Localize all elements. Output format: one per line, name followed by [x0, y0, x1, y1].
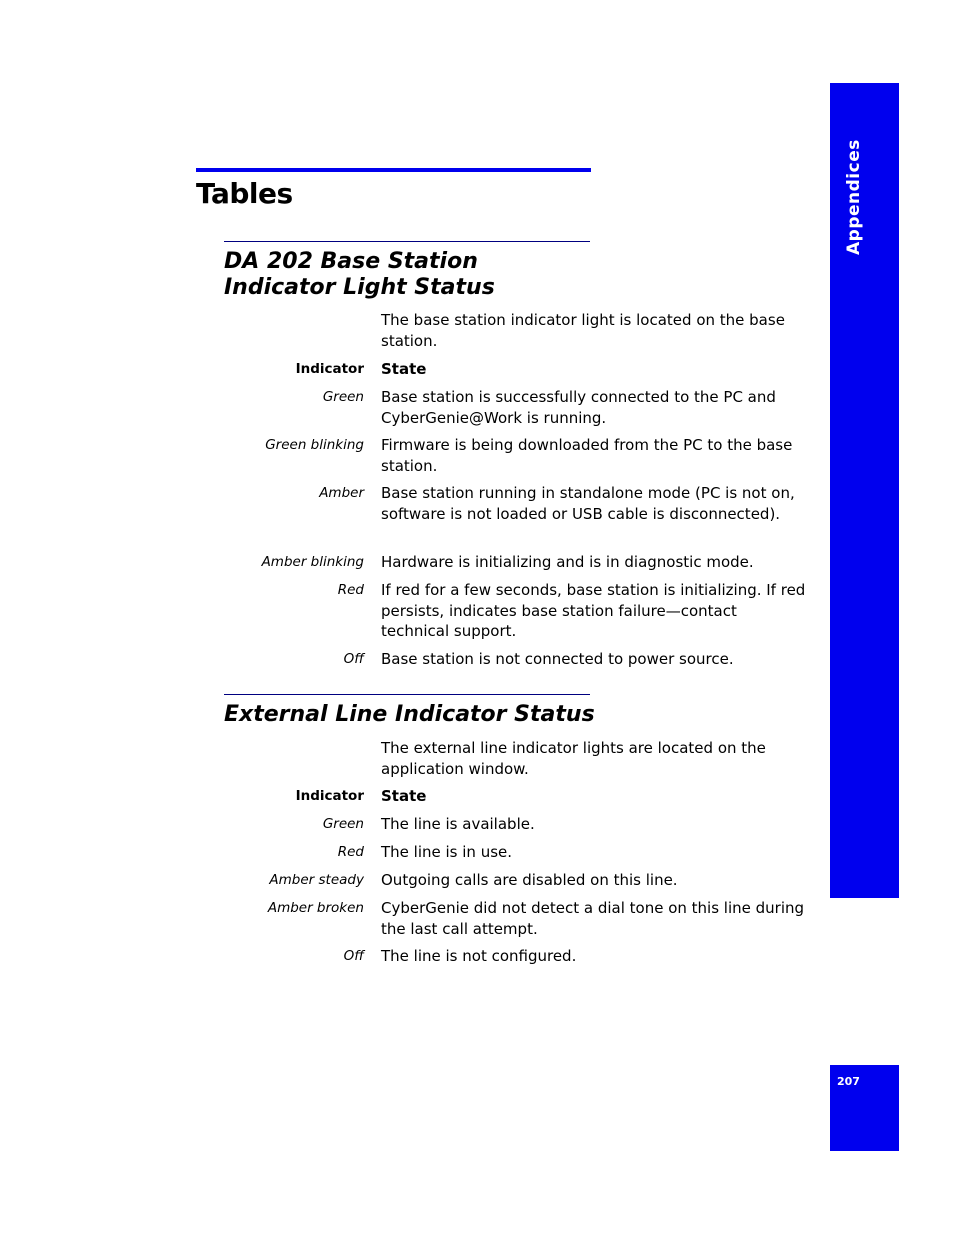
indicator-cell: Amber: [319, 485, 364, 501]
page-title: Tables: [196, 177, 293, 210]
state-column-header: State: [381, 360, 427, 378]
indicator-cell: Off: [343, 948, 364, 964]
indicator-column-header: Indicator: [295, 788, 364, 804]
state-cell: The line is available.: [381, 815, 535, 833]
indicator-cell: Red: [337, 844, 364, 860]
state-cell: Base station is successfully connected to the PC and CyberGenie@Work is running.: [381, 388, 776, 427]
indicator-cell: Red: [337, 582, 364, 598]
section-intro: The base station indicator light is located on the base station.: [381, 311, 785, 350]
state-column-header: State: [381, 787, 427, 805]
section-heading: [224, 249, 644, 301]
indicator-cell: Green: [322, 389, 364, 405]
section-heading-line: Indicator Light Status: [224, 275, 495, 300]
state-cell: Hardware is initializing and is in diagnostic mode.: [381, 553, 754, 571]
indicator-cell: Green: [322, 816, 364, 832]
indicator-cell: Green blinking: [265, 437, 364, 453]
state-cell: CyberGenie did not detect a dial tone on this line during the last call attempt.: [381, 899, 805, 938]
state-cell: Base station is not connected to power source.: [381, 650, 734, 668]
side-tab-label: Appendices: [844, 139, 864, 255]
section-rule: [224, 241, 590, 242]
indicator-cell: Amber blinking: [261, 554, 364, 570]
side-tab: [830, 83, 899, 898]
section-intro: The external line indicator lights are located on the application window.: [381, 739, 766, 778]
section-rule: [224, 694, 590, 695]
state-cell: The line is in use.: [381, 843, 513, 861]
section-heading-line: External Line Indicator Status: [224, 702, 595, 727]
state-cell: Firmware is being downloaded from the PC to the base station.: [381, 436, 793, 475]
page-number: 207: [837, 1075, 860, 1088]
title-rule: [196, 168, 591, 172]
indicator-cell: Amber steady: [269, 872, 364, 888]
indicator-column-header: Indicator: [295, 361, 364, 377]
state-cell: Base station running in standalone mode (PC is not on, software is not loaded or USB cable is disconnected).: [381, 484, 795, 523]
state-cell: The line is not configured.: [381, 947, 577, 965]
state-cell: Outgoing calls are disabled on this line.: [381, 871, 678, 889]
state-cell: If red for a few seconds, base station is initializing. If red persists, indicates base station failure—contact technical support.: [381, 581, 806, 640]
indicator-cell: Off: [343, 651, 364, 667]
indicator-cell: Amber broken: [267, 900, 364, 916]
section-heading: [224, 702, 644, 728]
section-heading-line: DA 202 Base Station: [224, 249, 478, 274]
